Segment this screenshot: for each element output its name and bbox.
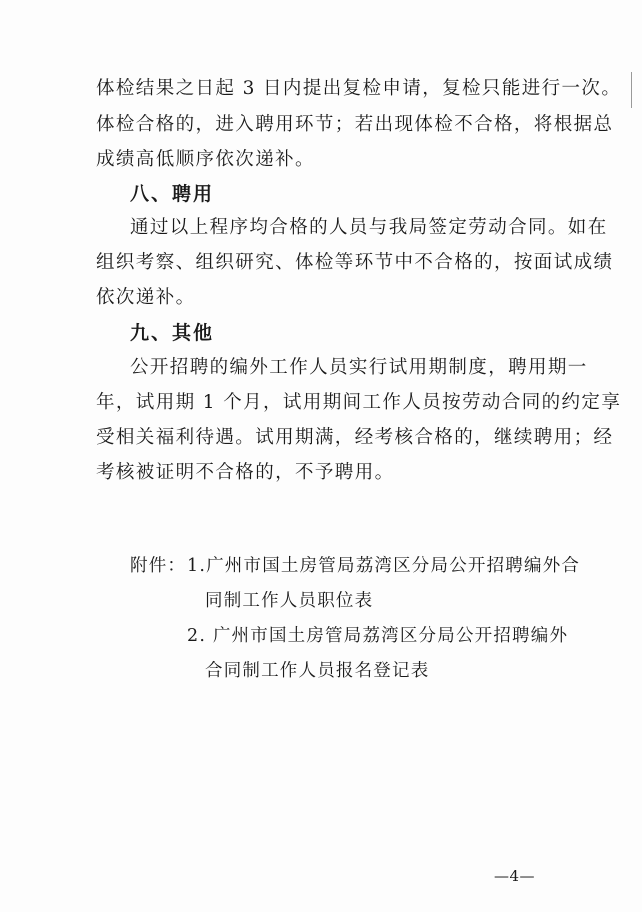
paragraph-line: 体检合格的，进入聘用环节；若出现体检不合格，将根据总 <box>96 114 614 135</box>
paragraph-line: 公开招聘的编外工作人员实行试用期制度，聘用期一 <box>130 357 588 378</box>
paragraph-line: 组织考察、组织研究、体检等环节中不合格的，按面试成绩 <box>96 252 614 273</box>
paragraph-line: 考核被证明不合格的，不予聘用。 <box>96 462 395 483</box>
paragraph-line: 年，试用期 1 个月，试用期间工作人员按劳动合同的约定享 <box>96 392 622 413</box>
attachment-item-2-line-1: 2. 广州市国土房管局荔湾区分局公开招聘编外 <box>187 626 569 646</box>
attachment-item-1-line-2: 同制工作人员职位表 <box>205 591 374 611</box>
attachment-item-1-line-1: 1.广州市国土房管局荔湾区分局公开招聘编外合 <box>187 556 581 576</box>
page-number: —4— <box>494 867 536 885</box>
paragraph-line: 体检结果之日起 3 日内提出复检申请，复检只能进行一次。 <box>96 78 622 99</box>
attachments-label: 附件： <box>130 556 187 576</box>
section-heading-other: 九、其他 <box>130 322 215 344</box>
paragraph-line: 通过以上程序均合格的人员与我局签定劳动合同。如在 <box>130 217 608 238</box>
margin-mark <box>631 72 632 108</box>
paragraph-line: 依次递补。 <box>96 287 196 308</box>
attachment-item-2-line-2: 合同制工作人员报名登记表 <box>205 661 430 681</box>
section-heading-hiring: 八、聘用 <box>130 183 215 205</box>
paragraph-line: 成绩高低顺序依次递补。 <box>96 149 315 170</box>
paragraph-line: 受相关福利待遇。试用期满，经考核合格的，继续聘用；经 <box>96 427 614 448</box>
